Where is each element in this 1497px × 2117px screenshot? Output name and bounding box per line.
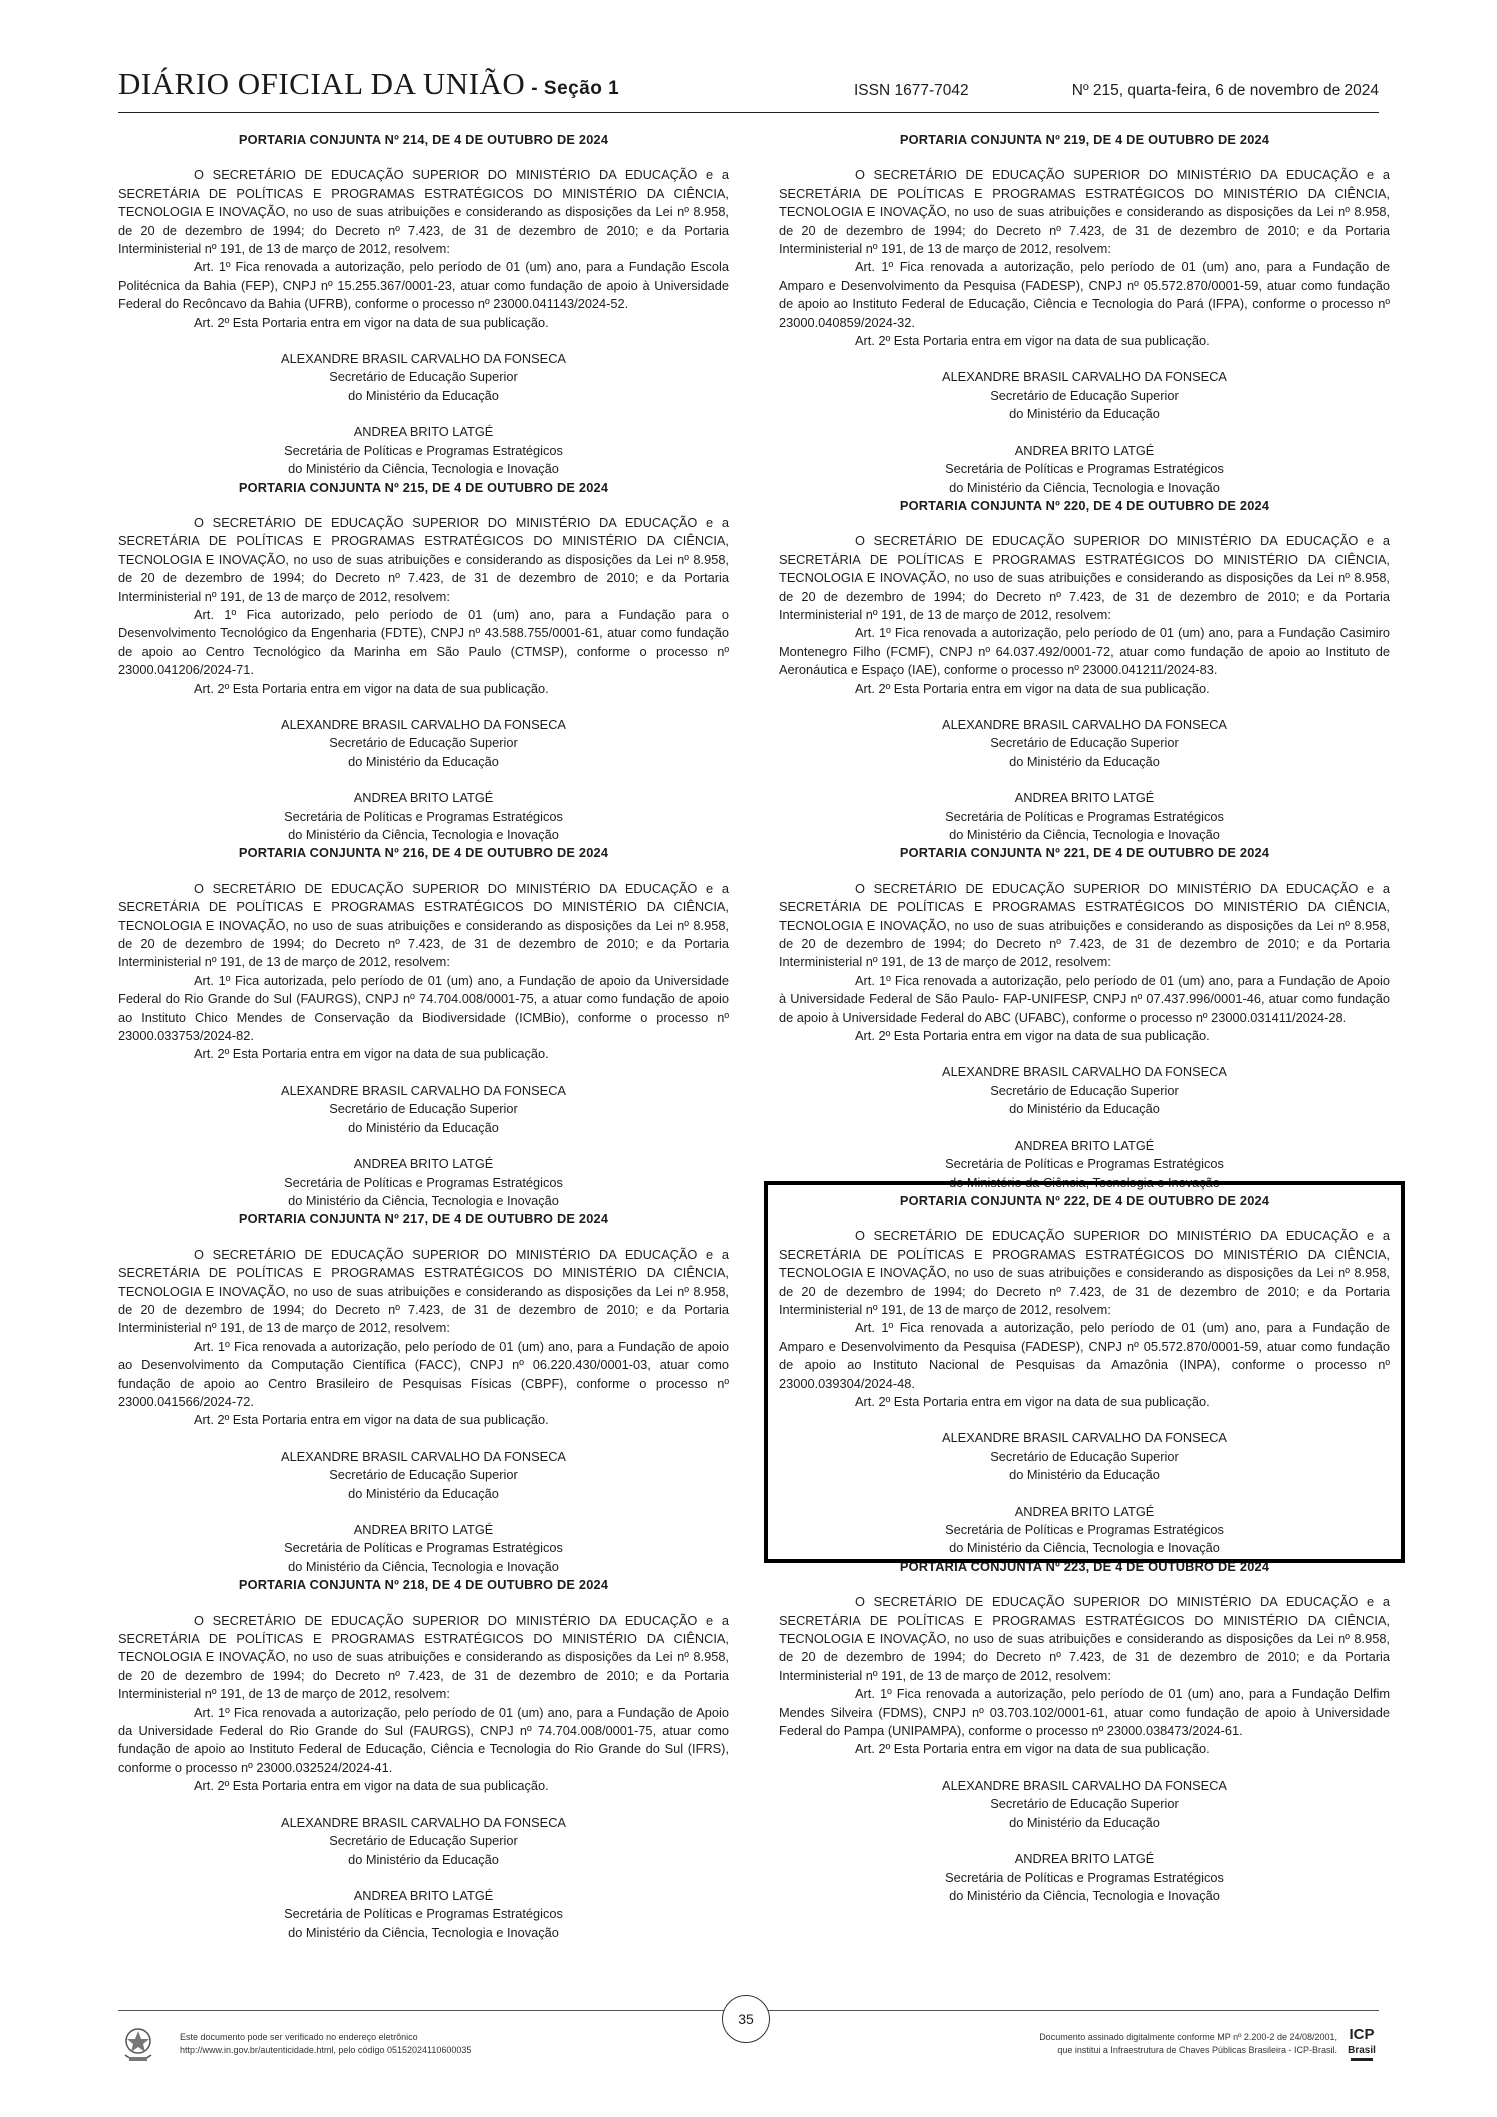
signer-title: do Ministério da Educação	[348, 1851, 499, 1867]
page-number: 35	[722, 1995, 770, 2043]
preamble: O SECRETÁRIO DE EDUCAÇÃO SUPERIOR DO MINISTÉRIO DA EDUCAÇÃO e a SECRETÁRIA DE POLÍTICAS E PROGRAMAS ESTRATÉGICOS DO MINISTÉRIO DA CIÊNCIA, TECNOLOGIA E INOVAÇÃO, no uso de suas atribuições e considerando as disposições da Lei nº 8.958, de 20 de dezembro de 1994; do Decreto nº 7.423, de 31 de dezembro de 2010; e da Portaria Interministerial nº 191, de 13 de março de 2012, resolvem:	[779, 1594, 1390, 1683]
signer-name: ANDREA BRITO LATGÉ	[353, 1156, 494, 1172]
portaria-title: PORTARIA CONJUNTA Nº 215, DE 4 DE OUTUBRO DE 2024	[238, 479, 609, 495]
signer-name: ANDREA BRITO LATGÉ	[1014, 790, 1155, 806]
signer-title: Secretário de Educação Superior	[329, 1833, 518, 1849]
signer-name: ANDREA BRITO LATGÉ	[353, 790, 494, 806]
svg-text:ICP: ICP	[1349, 2026, 1375, 2043]
signer-title: do Ministério da Ciência, Tecnologia e Inovação	[288, 461, 559, 477]
signer-title: Secretário de Educação Superior	[990, 1448, 1179, 1464]
portaria-title: PORTARIA CONJUNTA Nº 221, DE 4 DE OUTUBRO DE 2024	[899, 845, 1270, 861]
signer-title: Secretária de Políticas e Programas Estratégicos	[945, 1869, 1224, 1885]
signer-title: Secretário de Educação Superior	[329, 1101, 518, 1117]
signer-title: do Ministério da Ciência, Tecnologia e Inovação	[949, 1174, 1220, 1190]
preamble: O SECRETÁRIO DE EDUCAÇÃO SUPERIOR DO MINISTÉRIO DA EDUCAÇÃO e a SECRETÁRIA DE POLÍTICAS E PROGRAMAS ESTRATÉGICOS DO MINISTÉRIO DA CIÊNCIA, TECNOLOGIA E INOVAÇÃO, no uso de suas atribuições e considerando as disposições da Lei nº 8.958, de 20 de dezembro de 1994; do Decreto nº 7.423, de 31 de dezembro de 2010; e da Portaria Interministerial nº 191, de 13 de março de 2012, resolvem:	[779, 1228, 1390, 1317]
signatures	[118, 350, 729, 478]
signer-name: ALEXANDRE BRASIL CARVALHO DA FONSECA	[942, 1430, 1227, 1446]
portaria-title: PORTARIA CONJUNTA Nº 219, DE 4 DE OUTUBRO DE 2024	[899, 132, 1270, 147]
signer-name: ALEXANDRE BRASIL CARVALHO DA FONSECA	[281, 351, 566, 367]
article: Art. 1º Fica renovada a autorização, pelo período de 01 (um) ano, para a Fundação Delfim Mendes Silveira (FDMS), CNPJ nº 03.703.102/0001-61, atuar como fundação de apoio à Universidade Federal do Pampa (UNIPAMPA), conforme o processo nº 23000.038473/2024-61.	[779, 1686, 1390, 1739]
article: Art. 1º Fica autorizada, pelo período de 01 (um) ano, a Fundação de apoio da Universidade Federal do Rio Grande do Sul (FAURGS), CNPJ nº 74.704.008/0001-75, a atuar como fundação de apoio ao Instituto Chico Mendes de Conservação da Biodiversidade (ICMBio), conforme o processo nº 23000.033753/2024-82.	[118, 972, 729, 1044]
signature-note: Documento assinado digitalmente conforme MP nº 2.200-2 de 24/08/2001, que institui a Infraestrutura de Chaves Públicas Brasileira - ICP-Brasil.	[1039, 2032, 1337, 2055]
signer-title: Secretária de Políticas e Programas Estratégicos	[945, 1156, 1224, 1172]
signer-title: do Ministério da Ciência, Tecnologia e Inovação	[288, 827, 559, 842]
issue-date: Nº 215, quarta-feira, 6 de novembro de 2024	[1071, 82, 1379, 99]
signer-title: Secretária de Políticas e Programas Estratégicos	[284, 1540, 563, 1556]
preamble: O SECRETÁRIO DE EDUCAÇÃO SUPERIOR DO MINISTÉRIO DA EDUCAÇÃO e a SECRETÁRIA DE POLÍTICAS E PROGRAMAS ESTRATÉGICOS DO MINISTÉRIO DA CIÊNCIA, TECNOLOGIA E INOVAÇÃO, no uso de suas atribuições e considerando as disposições da Lei nº 8.958, de 20 de dezembro de 1994; do Decreto nº 7.423, de 31 de dezembro de 2010; e da Portaria Interministerial nº 191, de 13 de março de 2012, resolvem:	[118, 167, 729, 257]
article: Art. 2º Esta Portaria entra em vigor na data de sua publicação.	[194, 680, 549, 696]
signer-name: ANDREA BRITO LATGÉ	[1014, 1851, 1155, 1867]
signer-title: Secretário de Educação Superior	[990, 387, 1179, 403]
signer-title: Secretária de Políticas e Programas Estratégicos	[284, 808, 563, 824]
signer-name: ALEXANDRE BRASIL CARVALHO DA FONSECA	[942, 369, 1227, 385]
signer-title: Secretária de Políticas e Programas Estratégicos	[945, 461, 1224, 477]
article: Art. 1º Fica renovada a autorização, pelo período de 01 (um) ano, para a Fundação de Apoio da Universidade Federal do Rio Grande do Sul (FAURGS), CNPJ nº 74.704.008/0001-75, atuar como fundação de apoio ao Instituto Federal de Educação, Ciência e Tecnologia do Rio Grande do Sul (IFRS), conforme o processo nº 23000.032524/2024-41.	[118, 1704, 729, 1775]
signer-title: Secretária de Políticas e Programas Estratégicos	[284, 442, 563, 458]
article: Art. 1º Fica renovada a autorização, pelo período de 01 (um) ano, para a Fundação Casimiro Montenegro Filho (FCMF), CNPJ nº 64.037.492/0001-72, atuar como fundação de apoio ao Instituto de Aeronáutica e Espaço (IAE), conforme o processo nº 23000.041211/2024-83.	[779, 625, 1390, 678]
signer-title: Secretária de Políticas e Programas Estratégicos	[284, 1174, 563, 1190]
signer-title: do Ministério da Ciência, Tecnologia e Inovação	[949, 1540, 1220, 1556]
signer-title: Secretário de Educação Superior	[329, 735, 518, 751]
article: Art. 2º Esta Portaria entra em vigor na data de sua publicação.	[194, 1778, 549, 1794]
icp-brasil-logo-icon	[1345, 2023, 1379, 2065]
signer-title: Secretário de Educação Superior	[990, 735, 1179, 751]
article: Art. 2º Esta Portaria entra em vigor na data de sua publicação.	[855, 680, 1210, 696]
signer-title: Secretário de Educação Superior	[329, 1467, 518, 1483]
signer-name: ALEXANDRE BRASIL CARVALHO DA FONSECA	[281, 1448, 566, 1464]
signer-title: do Ministério da Educação	[348, 387, 499, 403]
signatures	[118, 716, 729, 844]
portaria-block	[118, 844, 729, 1210]
signer-name: ALEXANDRE BRASIL CARVALHO DA FONSECA	[281, 1814, 566, 1830]
preamble: O SECRETÁRIO DE EDUCAÇÃO SUPERIOR DO MINISTÉRIO DA EDUCAÇÃO e a SECRETÁRIA DE POLÍTICAS E PROGRAMAS ESTRATÉGICOS DO MINISTÉRIO DA CIÊNCIA, TECNOLOGIA E INOVAÇÃO, no uso de suas atribuições e considerando as disposições da Lei nº 8.958, de 20 de dezembro de 1994; do Decreto nº 7.423, de 31 de dezembro de 2010; e da Portaria Interministerial nº 191, de 13 de março de 2012, resolvem:	[779, 880, 1390, 970]
signer-title: do Ministério da Ciência, Tecnologia e Inovação	[288, 1558, 559, 1574]
signatures	[118, 1814, 729, 1942]
signer-title: do Ministério da Educação	[1009, 1467, 1160, 1483]
signer-name: ALEXANDRE BRASIL CARVALHO DA FONSECA	[281, 1082, 566, 1098]
portaria-block	[118, 479, 729, 845]
preamble: O SECRETÁRIO DE EDUCAÇÃO SUPERIOR DO MINISTÉRIO DA EDUCAÇÃO e a SECRETÁRIA DE POLÍTICAS E PROGRAMAS ESTRATÉGICOS DO MINISTÉRIO DA CIÊNCIA, TECNOLOGIA E INOVAÇÃO, no uso de suas atribuições e considerando as disposições da Lei nº 8.958, de 20 de dezembro de 1994; do Decreto nº 7.423, de 31 de dezembro de 2010; e da Portaria Interministerial nº 191, de 13 de março de 2012, resolvem:	[118, 514, 729, 604]
signatures	[118, 1082, 729, 1210]
portaria-block	[779, 1558, 1390, 1906]
verification-note: Este documento pode ser verificado no endereço eletrônico http://www.in.gov.br/autenticidade.html, pelo código 05152024110600035	[180, 2032, 472, 2055]
article: Art. 1º Fica renovada a autorização, pelo período de 01 (um) ano, para a Fundação de apoio ao Desenvolvimento da Computação Científica (FACC), CNPJ nº 06.220.430/0001-03, atuar como fundação de apoio ao Centro Brasileiro de Pesquisas Físicas (CBPF), conforme o processo nº 23000.041566/2024-72.	[118, 1338, 729, 1409]
signatures	[118, 1448, 729, 1576]
preamble: O SECRETÁRIO DE EDUCAÇÃO SUPERIOR DO MINISTÉRIO DA EDUCAÇÃO e a SECRETÁRIA DE POLÍTICAS E PROGRAMAS ESTRATÉGICOS DO MINISTÉRIO DA CIÊNCIA, TECNOLOGIA E INOVAÇÃO, no uso de suas atribuições e considerando as disposições da Lei nº 8.958, de 20 de dezembro de 1994; do Decreto nº 7.423, de 31 de dezembro de 2010; e da Portaria Interministerial nº 191, de 13 de março de 2012, resolvem:	[779, 533, 1390, 622]
signatures	[779, 1777, 1390, 1905]
signer-name: ALEXANDRE BRASIL CARVALHO DA FONSECA	[942, 716, 1227, 732]
portaria-block	[779, 497, 1390, 845]
preamble: O SECRETÁRIO DE EDUCAÇÃO SUPERIOR DO MINISTÉRIO DA EDUCAÇÃO e a SECRETÁRIA DE POLÍTICAS E PROGRAMAS ESTRATÉGICOS DO MINISTÉRIO DA CIÊNCIA, TECNOLOGIA E INOVAÇÃO, no uso de suas atribuições e considerando as disposições da Lei nº 8.958, de 20 de dezembro de 1994; do Decreto nº 7.423, de 31 de dezembro de 2010; e da Portaria Interministerial nº 191, de 13 de março de 2012, resolvem:	[779, 167, 1390, 257]
preamble: O SECRETÁRIO DE EDUCAÇÃO SUPERIOR DO MINISTÉRIO DA EDUCAÇÃO e a SECRETÁRIA DE POLÍTICAS E PROGRAMAS ESTRATÉGICOS DO MINISTÉRIO DA CIÊNCIA, TECNOLOGIA E INOVAÇÃO, no uso de suas atribuições e considerando as disposições da Lei nº 8.958, de 20 de dezembro de 1994; do Decreto nº 7.423, de 31 de dezembro de 2010; e da Portaria Interministerial nº 191, de 13 de março de 2012, resolvem:	[118, 1246, 729, 1336]
article: Art. 1º Fica renovada a autorização, pelo período de 01 (um) ano, para a Fundação de Amparo e Desenvolvimento da Pesquisa (FADESP), CNPJ nº 05.572.870/0001-59, atuar como fundação de apoio ao Instituto Federal de Educação, Ciência e Tecnologia do Pará (IFPA), conforme o processo nº 23000.040859/2024-32.	[779, 259, 1390, 330]
portaria-block	[118, 1576, 729, 1942]
article: Art. 2º Esta Portaria entra em vigor na data de sua publicação.	[194, 314, 549, 330]
signer-name: ANDREA BRITO LATGÉ	[1014, 442, 1155, 458]
signer-title: do Ministério da Educação	[348, 1485, 499, 1501]
svg-text:Brasil: Brasil	[1348, 2045, 1376, 2056]
portaria-title: PORTARIA CONJUNTA Nº 214, DE 4 DE OUTUBRO DE 2024	[238, 132, 609, 147]
issn: ISSN 1677-7042	[854, 82, 969, 99]
signer-title: Secretário de Educação Superior	[990, 1082, 1179, 1098]
signer-title: do Ministério da Educação	[348, 1119, 499, 1135]
signer-title: do Ministério da Ciência, Tecnologia e Inovação	[949, 827, 1220, 842]
portaria-title: PORTARIA CONJUNTA Nº 222, DE 4 DE OUTUBRO DE 2024	[899, 1192, 1270, 1208]
portaria-block	[118, 131, 729, 479]
page-header	[118, 60, 1379, 113]
article: Art. 2º Esta Portaria entra em vigor na data de sua publicação.	[194, 1412, 549, 1428]
signer-title: do Ministério da Ciência, Tecnologia e Inovação	[949, 1887, 1220, 1903]
signer-name: ANDREA BRITO LATGÉ	[353, 1887, 494, 1903]
right-column	[779, 131, 1390, 1905]
preamble: O SECRETÁRIO DE EDUCAÇÃO SUPERIOR DO MINISTÉRIO DA EDUCAÇÃO e a SECRETÁRIA DE POLÍTICAS E PROGRAMAS ESTRATÉGICOS DO MINISTÉRIO DA CIÊNCIA, TECNOLOGIA E INOVAÇÃO, no uso de suas atribuições e considerando as disposições da Lei nº 8.958, de 20 de dezembro de 1994; do Decreto nº 7.423, de 31 de dezembro de 2010; e da Portaria Interministerial nº 191, de 13 de março de 2012, resolvem:	[118, 880, 729, 970]
article: Art. 1º Fica renovada a autorização, pelo período de 01 (um) ano, para a Fundação de Amparo e Desenvolvimento da Pesquisa (FADESP), CNPJ nº 05.572.870/0001-59, atuar como fundação de apoio ao Instituto Nacional de Pesquisas da Amazônia (INPA), conforme o processo nº 23000.039304/2024-48.	[779, 1320, 1390, 1391]
article: Art. 2º Esta Portaria entra em vigor na data de sua publicação.	[855, 1028, 1210, 1044]
page-footer	[118, 2010, 1379, 2071]
signer-title: do Ministério da Ciência, Tecnologia e Inovação	[949, 479, 1220, 495]
portaria-block	[779, 1192, 1390, 1558]
newspaper-title: DIÁRIO OFICIAL DA UNIÃO - Seção 1	[118, 66, 620, 101]
portaria-block	[118, 1210, 729, 1576]
signer-name: ANDREA BRITO LATGÉ	[1014, 1137, 1155, 1153]
signer-title: Secretária de Políticas e Programas Estratégicos	[284, 1906, 563, 1922]
signer-name: ANDREA BRITO LATGÉ	[353, 424, 494, 440]
portaria-title: PORTARIA CONJUNTA Nº 218, DE 4 DE OUTUBRO DE 2024	[238, 1577, 609, 1593]
signatures	[779, 1063, 1390, 1191]
article: Art. 2º Esta Portaria entra em vigor na data de sua publicação.	[194, 1046, 549, 1062]
signer-title: do Ministério da Educação	[1009, 1101, 1160, 1117]
article: Art. 2º Esta Portaria entra em vigor na data de sua publicação.	[855, 333, 1210, 349]
article: Art. 1º Fica renovada a autorização, pelo período de 01 (um) ano, para a Fundação de Apoio à Universidade Federal de São Paulo- FAP-UNIFESP, CNPJ nº 07.437.996/0001-46, atuar como fundação de apoio à Universidade Federal do ABC (UFABC), conforme o processo nº 23000.031411/2024-28.	[779, 972, 1390, 1025]
signer-name: ALEXANDRE BRASIL CARVALHO DA FONSECA	[281, 716, 566, 732]
signer-title: Secretária de Políticas e Programas Estratégicos	[945, 808, 1224, 824]
article: Art. 2º Esta Portaria entra em vigor na data de sua publicação.	[855, 1741, 1210, 1757]
portaria-block	[779, 844, 1390, 1192]
portaria-title: PORTARIA CONJUNTA Nº 216, DE 4 DE OUTUBRO DE 2024	[238, 845, 609, 861]
left-column	[118, 131, 729, 1942]
signer-title: Secretária de Políticas e Programas Estratégicos	[945, 1522, 1224, 1537]
signatures	[779, 1429, 1390, 1557]
article: Art. 1º Fica autorizado, pelo período de 01 (um) ano, para a Fundação para o Desenvolvimento Tecnológico da Engenharia (FDTE), CNPJ nº 43.588.755/0001-61, atuar como fundação de apoio ao Centro Tecnológico da Marinha em São Paulo (CTMSP), conforme o processo nº 23000.041206/2024-71.	[118, 606, 729, 678]
signer-title: do Ministério da Educação	[1009, 1814, 1160, 1830]
article: Art. 1º Fica renovada a autorização, pelo período de 01 (um) ano, para a Fundação Escola Politécnica da Bahia (FEP), CNPJ nº 15.255.367/0001-23, atuar como fundação de apoio à Universidade Federal do Recôncavo da Bahia (UFRB), conforme o processo nº 23000.041143/2024-52.	[118, 259, 729, 312]
section-label: - Seção 1	[531, 78, 620, 99]
signer-title: do Ministério da Educação	[1009, 753, 1160, 769]
portaria-block	[779, 131, 1390, 497]
preamble: O SECRETÁRIO DE EDUCAÇÃO SUPERIOR DO MINISTÉRIO DA EDUCAÇÃO e a SECRETÁRIA DE POLÍTICAS E PROGRAMAS ESTRATÉGICOS DO MINISTÉRIO DA CIÊNCIA, TECNOLOGIA E INOVAÇÃO, no uso de suas atribuições e considerando as disposições da Lei nº 8.958, de 20 de dezembro de 1994; do Decreto nº 7.423, de 31 de dezembro de 2010; e da Portaria Interministerial nº 191, de 13 de março de 2012, resolvem:	[118, 1612, 729, 1702]
signer-title: Secretário de Educação Superior	[990, 1796, 1179, 1812]
portaria-title: PORTARIA CONJUNTA Nº 223, DE 4 DE OUTUBRO DE 2024	[899, 1558, 1270, 1574]
signer-name: ALEXANDRE BRASIL CARVALHO DA FONSECA	[942, 1064, 1227, 1080]
signatures	[779, 716, 1390, 844]
signer-name: ANDREA BRITO LATGÉ	[353, 1522, 494, 1537]
portaria-title: PORTARIA CONJUNTA Nº 217, DE 4 DE OUTUBRO DE 2024	[238, 1211, 609, 1227]
portaria-title: PORTARIA CONJUNTA Nº 220, DE 4 DE OUTUBRO DE 2024	[899, 497, 1270, 513]
article: Art. 2º Esta Portaria entra em vigor na data de sua publicação.	[855, 1393, 1210, 1409]
signatures	[779, 368, 1390, 496]
signer-title: Secretário de Educação Superior	[329, 369, 518, 385]
signer-title: do Ministério da Educação	[1009, 406, 1160, 422]
signer-title: do Ministério da Educação	[348, 753, 499, 769]
coat-of-arms-icon	[120, 2025, 156, 2065]
signer-title: do Ministério da Ciência, Tecnologia e Inovação	[288, 1192, 559, 1208]
signer-name: ANDREA BRITO LATGÉ	[1014, 1503, 1155, 1519]
signer-name: ALEXANDRE BRASIL CARVALHO DA FONSECA	[942, 1777, 1227, 1793]
signer-title: do Ministério da Ciência, Tecnologia e Inovação	[288, 1924, 559, 1940]
